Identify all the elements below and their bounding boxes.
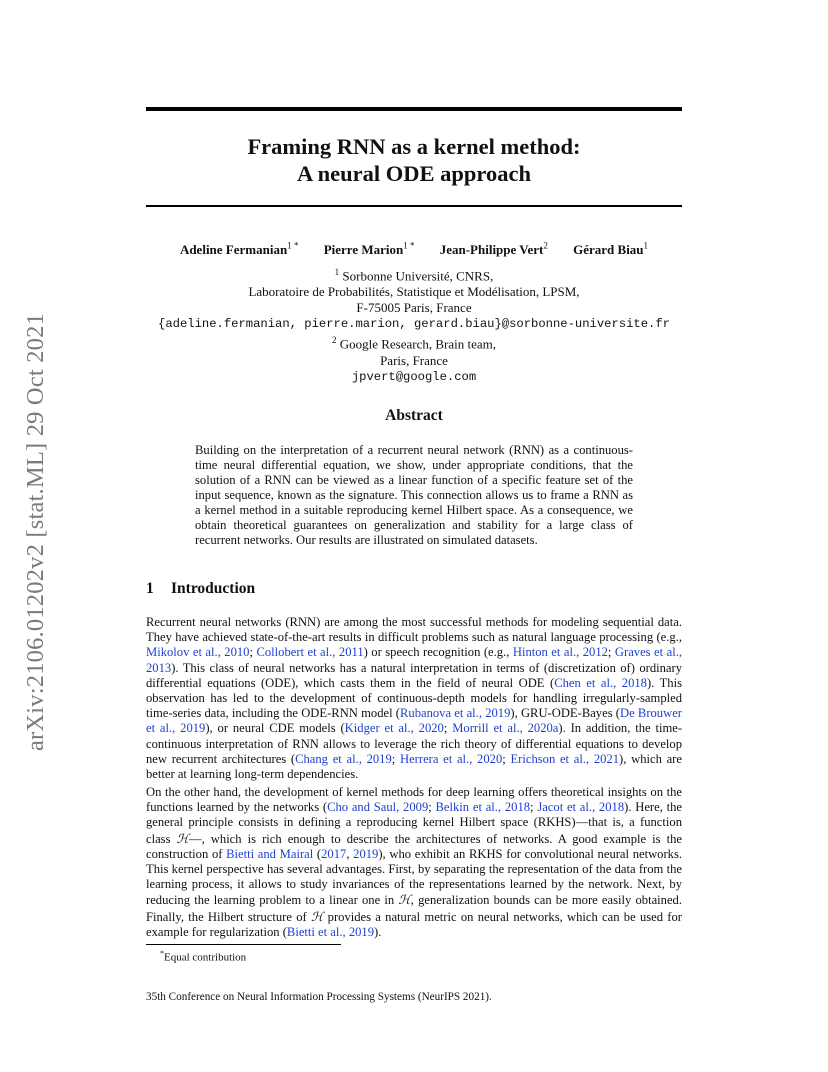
author-list [146, 241, 682, 258]
citation-link[interactable]: De Brouwer et al., 2019 [146, 706, 682, 736]
title-line-1: Framing RNN as a kernel method: [247, 134, 581, 159]
arxiv-sidebar [14, 292, 58, 772]
citation-link[interactable]: Bietti and Mairal [226, 846, 314, 861]
math-symbol-H: ℋ [310, 908, 324, 924]
intro-paragraph-1: Recurrent neural networks (RNN) are among the most successful methods for modeling sequential data. They have achieved state-of-the-art results in difficult problems such as natural language processing (e.g., Mikolov et al., 2010; Collobert et al., 2011) or speech recognition (e.g., Hinton et al., 2012; Graves et al., 2013). This class of neural networks has a natural interpretation in terms of (discretization of) ordinary differential equations (ODE), which casts them in the field of neural ODE (Chen et al., 2018). This observation has led to the development of continuous-depth models for handling irregularly-sampled time-series data, including the ODE-RNN model (Rubanova et al., 2019), GRU-ODE-Bayes (De Brouwer et al., 2019), or neural CDE models (Kidger et al., 2020; Morrill et al., 2020a). In addition, the time-continuous interpretation of RNN allows to leverage the rich theory of differential equations to develop new recurrent architectures (Chang et al., 2019; Herrera et al., 2020; Erichson et al., 2021), which are better at learning long-term dependencies. [146, 615, 683, 782]
math-symbol-H: ℋ [176, 830, 189, 846]
citation-link[interactable]: 2019 [353, 846, 379, 861]
citation-link[interactable]: Graves et al., 2013 [146, 645, 682, 675]
footnote: *Equal contribution [160, 949, 247, 964]
arxiv-id: arXiv:2106.01202v2 [stat.ML] 29 Oct 2021 [22, 312, 49, 752]
affiliations: $^1$ Sorbonne Université, CNRS, Laboratoire de Probabilités, Statistique et Modélisation, LPSM, F-75005 Paris, France {adeline.fermanian, pierre.marion, gerard.biau}@sorbonne-universite.fr $^2$ Google Research, Brain team, Paris, France jpvert@google.com [146, 264, 682, 385]
author: Adeline Fermanian$^{1 *}$ [179, 241, 299, 258]
citation-link[interactable]: Jacot et al., 2018 [537, 800, 625, 815]
citation-link[interactable]: Cho and Saul, 2009 [327, 800, 429, 815]
citation-link[interactable]: Erichson et al., 2021 [510, 751, 620, 766]
citation-link[interactable]: Rubanova et al., 2019 [400, 706, 511, 721]
citation-link[interactable]: Herrera et al., 2020 [400, 751, 503, 766]
citation-link[interactable]: Kidger et al., 2020 [344, 721, 444, 736]
abstract-text: Building on the interpretation of a recurrent neural network (RNN) as a continuous-time neural differential equation, we show, under appropriate conditions, that the solution of a RNN can be viewed as a linear function of a specific feature set of the input sequence, known as the signature. This connection allows us to frame a RNN as a kernel method in a suitable reproducing kernel Hilbert space. As a consequence, we obtain theoretical guarantees on generalization and stability for a large class of recurrent networks. Our results are illustrated on simulated datasets. [195, 443, 633, 547]
footnote-rule [146, 944, 341, 945]
citation-link[interactable]: Belkin et al., 2018 [435, 800, 531, 815]
math-symbol-H: ℋ [398, 892, 411, 908]
citation-link[interactable]: Collobert et al., 2011 [256, 645, 364, 660]
email-google: jpvert@google.com [351, 369, 477, 384]
citation-link[interactable]: Chen et al., 2018 [554, 675, 647, 690]
citation-link[interactable]: Morrill et al., 2020a [452, 721, 559, 736]
paper-title [146, 133, 682, 187]
citation-link[interactable]: Bietti et al., 2019 [286, 924, 375, 939]
citation-link[interactable]: Chang et al., 2019 [295, 751, 392, 766]
section-heading: 1 Introduction [146, 580, 256, 597]
conference-note: 35th Conference on Neural Information Processing Systems (NeurIPS 2021). [146, 991, 492, 1003]
citation-link[interactable]: 2017 [321, 846, 347, 861]
citation-link[interactable]: Hinton et al., 2012 [512, 645, 608, 660]
author: Pierre Marion$^{1 *}$ [323, 241, 415, 258]
abstract-heading: Abstract [385, 407, 443, 424]
title-line-2: A neural ODE approach [297, 161, 531, 186]
email-sorbonne: {adeline.fermanian, pierre.marion, gerard.biau}@sorbonne-universite.fr [158, 317, 670, 332]
title-top-rule [146, 107, 682, 111]
author: Jean-Philippe Vert$^2$ [439, 241, 548, 258]
author: Gérard Biau$^1$ [573, 241, 649, 258]
citation-link[interactable]: Mikolov et al., 2010 [146, 645, 250, 660]
title-bottom-rule [146, 205, 682, 207]
intro-paragraph-2: On the other hand, the development of kernel methods for deep learning offers theoretical insights on the functions learned by the networks (Cho and Saul, 2009; Belkin et al., 2018; Jacot et al., 2018). Here, the general principle consists in defining a reproducing kernel Hilbert space (RKHS)—that is, a function class ℋ—, which is rich enough to describe the architectures of networks. A good example is the construction of Bietti and Mairal (2017, 2019), who exhibit an RKHS for convolutional neural networks. This kernel perspective has several advantages. First, by separating the representation of the data from the learning process, it allows to study invariances of the representations learned by the network. Next, by reducing the learning problem to a linear one in ℋ, generalization bounds can be more easily obtained. Finally, the Hilbert structure of ℋ provides a natural metric on neural networks, which can be used for example for regularization (Bietti et al., 2019). [146, 785, 683, 939]
